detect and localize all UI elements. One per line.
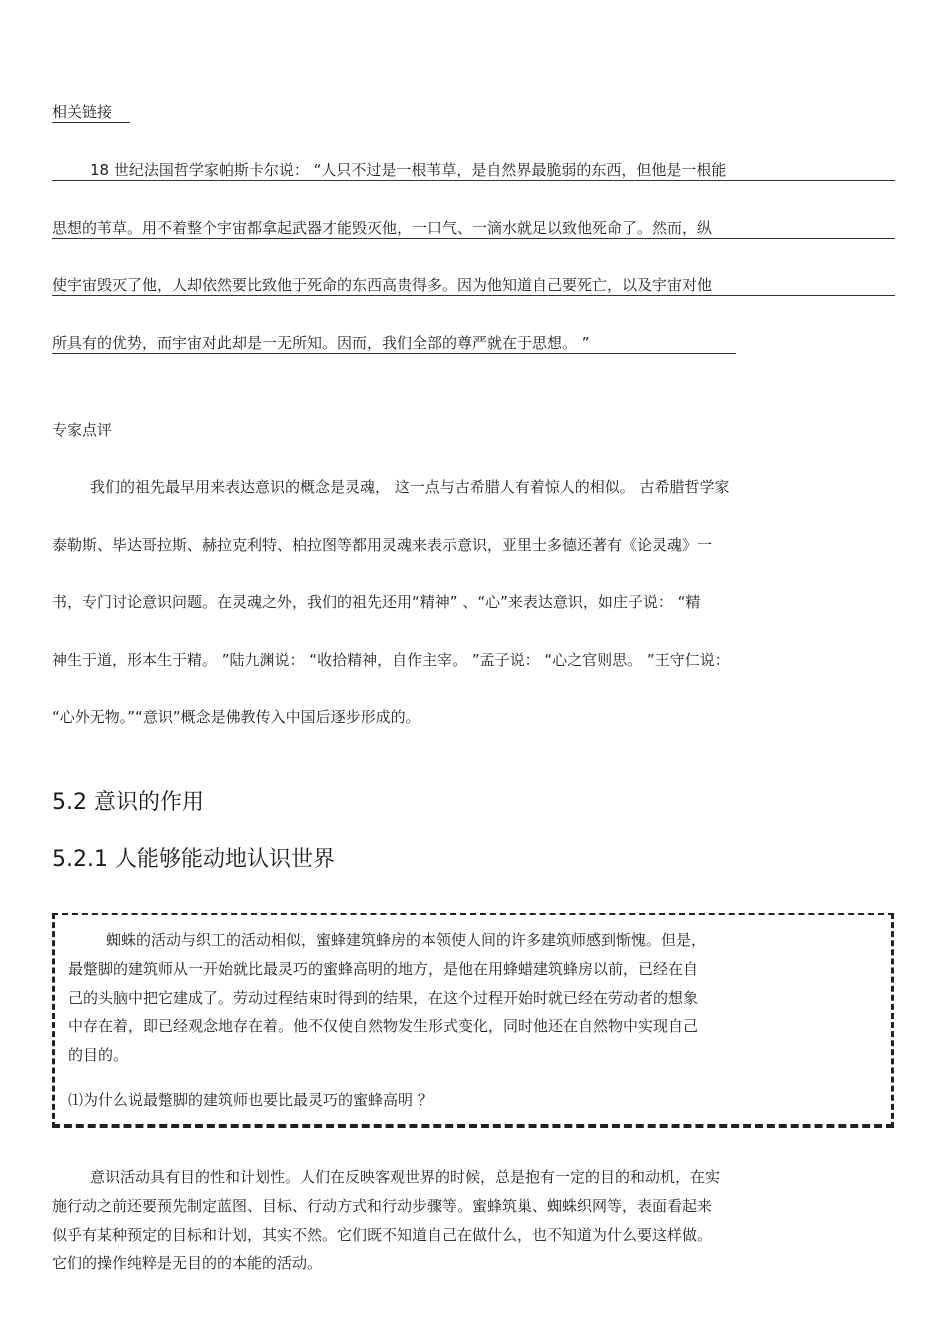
paragraph-line: 施行动之前还要预先制定蓝图、目标、行动方式和行动步骤等。蜜蜂筑巢、蜘蛛织网等，表面看起来 xyxy=(52,1197,713,1215)
paragraph-line: 意识活动具有目的性和计划性。人们在反映客观世界的时候，总是抱有一定的目的和动机，在实 xyxy=(90,1168,721,1186)
paragraph-line: 它们的操作纯粹是无目的的本能的活动。 xyxy=(52,1254,323,1272)
paragraph-line: 我们的祖先最早用来表达意识的概念是灵魂， 这一点与古希腊人有着惊人的相似。 古希腊哲学家 xyxy=(90,478,730,496)
expert-title: 专家点评 xyxy=(52,421,113,439)
quote-line: 使宇宙毁灭了他，人却依然要比致他于死命的东西高贵得多。因为他知道自己要死亡，以及宇宙对他 xyxy=(52,275,895,296)
box-line: 最蹩脚的建筑师从一开始就比最灵巧的蜜蜂高明的地方，是他在用蜂蜡建筑蜂房以前，已经在自 xyxy=(68,960,699,978)
box-line: 蜘蛛的活动与织工的活动相似，蜜蜂建筑蜂房的本领使人间的许多建筑师感到惭愧。但是， xyxy=(106,931,707,949)
section-heading: 5.2 意识的作用 xyxy=(52,790,204,815)
related-link-title: 相关链接 xyxy=(52,102,130,123)
subsection-heading: 5.2.1 人能够能动地认识世界 xyxy=(52,847,335,872)
box-line: 己的头脑中把它建成了。劳动过程结束时得到的结果，在这个过程开始时就已经在劳动者的想象 xyxy=(68,989,699,1007)
box-line: 中存在着，即已经观念地存在着。他不仅使自然物发生形式变化，同时他还在自然物中实现自己 xyxy=(68,1017,699,1035)
box-question: ⑴为什么说最蹩脚的建筑师也要比最灵巧的蜜蜂高明 ？ xyxy=(68,1091,433,1109)
paragraph-line: 神生于道，形本生于精。 ”陆九渊说： “收拾精神，自作主宰。 ”孟子说： “心之官则思。 ”王守仁说： xyxy=(52,651,730,669)
quote-line: 18 世纪法国哲学家帕斯卡尔说： “人只不过是一根苇草，是自然界最脆弱的东西，但他是一根能 xyxy=(52,160,895,181)
paragraph-line: 泰勒斯、毕达哥拉斯、赫拉克利特、柏拉图等都用灵魂来表示意识，亚里士多德还著有《论灵魂》一 xyxy=(52,536,713,554)
box-line: 的目的。 xyxy=(68,1046,129,1064)
paragraph-line: 书，专门讨论意识问题。在灵魂之外，我们的祖先还用“精神” 、“心”来表达意识，如庄子说： “精 xyxy=(52,593,701,611)
quote-line: 思想的苇草。用不着整个宇宙都拿起武器才能毁灭他，一口气、一滴水就足以致他死命了。然而，纵 xyxy=(52,218,895,239)
quote-line: 所具有的优势，而宇宙对此却是一无所知。因而，我们全部的尊严就在于思想。 ” xyxy=(52,333,736,354)
paragraph-line: 似乎有某种预定的目标和计划，其实不然。它们既不知道自己在做什么，也不知道为什么要这样做。 xyxy=(52,1226,713,1244)
paragraph-line: “心外无物。”“意识”概念是佛教传入中国后逐步形成的。 xyxy=(52,708,421,726)
